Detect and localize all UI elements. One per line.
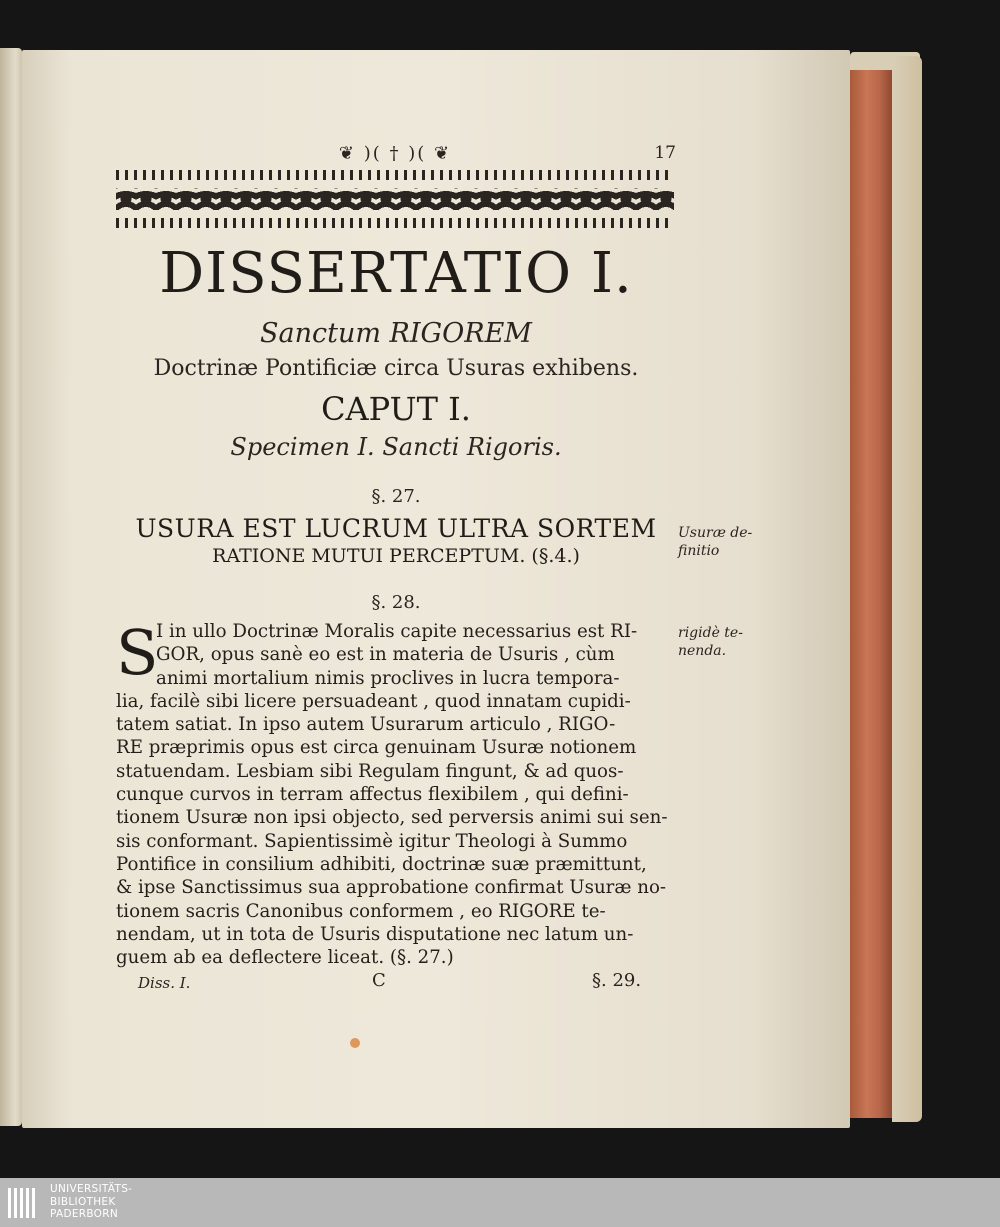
body-line: sis conformant. Sapientissimè igitur Theologi à Summo <box>116 830 628 852</box>
library-name-line: BIBLIOTHEK <box>50 1195 116 1208</box>
footer-dissertation-mark: Diss. I. <box>138 974 191 992</box>
drop-capital: S <box>116 616 159 689</box>
body-line: & ipse Sanctissimus sua approbatione confirmat Usuræ no- <box>116 877 667 899</box>
paper-stain <box>350 1038 360 1048</box>
body-line: GOR, opus sanè eo est in materia de Usuris , cùm <box>156 644 615 666</box>
body-line: guem ab ea deflectere liceat. (§. 27.) <box>116 947 454 969</box>
facing-page-edge <box>0 48 22 1126</box>
margin-note-line: finitio <box>678 543 720 559</box>
library-name-line: PADERBORN <box>50 1208 118 1220</box>
margin-note-line: Usuræ de- <box>678 525 753 541</box>
body-line: tionem sacris Canonibus conformem , eo RIGORE te- <box>116 900 606 922</box>
margin-note-definition <box>678 524 752 560</box>
body-line: RE præprimis opus est circa genuinam Usuræ notionem <box>116 737 637 759</box>
body-line: statuendam. Lesbiam sibi Regulam fingunt, & ad quos- <box>116 760 624 782</box>
running-head <box>116 143 676 165</box>
margin-note-line: rigidè te- <box>678 625 743 641</box>
footer-catchword: §. 29. <box>592 970 642 991</box>
body-line: lia, facilè sibi licere persuadeant , quod innatam cupidi- <box>116 690 631 712</box>
decorative-border-icon <box>116 170 674 228</box>
section-27-heading: §. 27. <box>371 486 421 507</box>
usury-definition <box>116 514 676 568</box>
body-line: nendam, ut in tota de Usuris disputatione nec latum un- <box>116 923 634 945</box>
body-line: tatem satiat. In ipso autem Usurarum articulo , RIGO- <box>116 714 616 736</box>
red-fore-edge <box>850 70 892 1118</box>
library-logo-icon <box>6 1184 40 1222</box>
chapter-heading: CAPUT I. <box>321 390 471 428</box>
body-paragraph <box>116 616 674 969</box>
body-line: tionem Usuræ non ipsi objecto, sed perversis animi sui sen- <box>116 807 668 829</box>
library-name <box>50 1183 132 1221</box>
library-watermark-bar <box>0 1178 1000 1227</box>
definition-line-1: USURA EST LUCRUM ULTRA SORTEM <box>135 514 657 543</box>
body-line: animi mortalium nimis proclives in lucra tempora- <box>156 667 620 689</box>
margin-note-line: nenda. <box>678 643 727 659</box>
specimen-heading: Specimen I. Sancti Rigoris. <box>230 433 562 461</box>
library-name-line: UNIVERSITÄTS- <box>50 1183 133 1195</box>
margin-note-rigor <box>678 624 743 660</box>
page-number: 17 <box>654 143 676 163</box>
body-line: cunque curvos in terram affectus flexibilem , qui defini- <box>116 784 629 806</box>
subtitle-italic: Sanctum RIGOREM <box>260 318 532 349</box>
head-ornament-icon: ❦ )( † )( ❦ <box>338 143 452 164</box>
body-line: Pontifice in consilium adhibiti, doctrinæ suæ præmittunt, <box>116 853 647 875</box>
subtitle-line: Doctrinæ Pontificiæ circa Usuras exhibens. <box>153 356 639 381</box>
body-line: I in ullo Doctrinæ Moralis capite necessarius est RI- <box>156 621 638 642</box>
footer-signature-mark: C <box>372 970 386 991</box>
book-cover-edge <box>892 56 922 1122</box>
definition-line-2: RATIONE MUTUI PERCEPTUM. (§.4.) <box>212 545 580 567</box>
section-28-heading: §. 28. <box>371 592 421 613</box>
dissertation-title: DISSERTATIO I. <box>159 241 633 306</box>
